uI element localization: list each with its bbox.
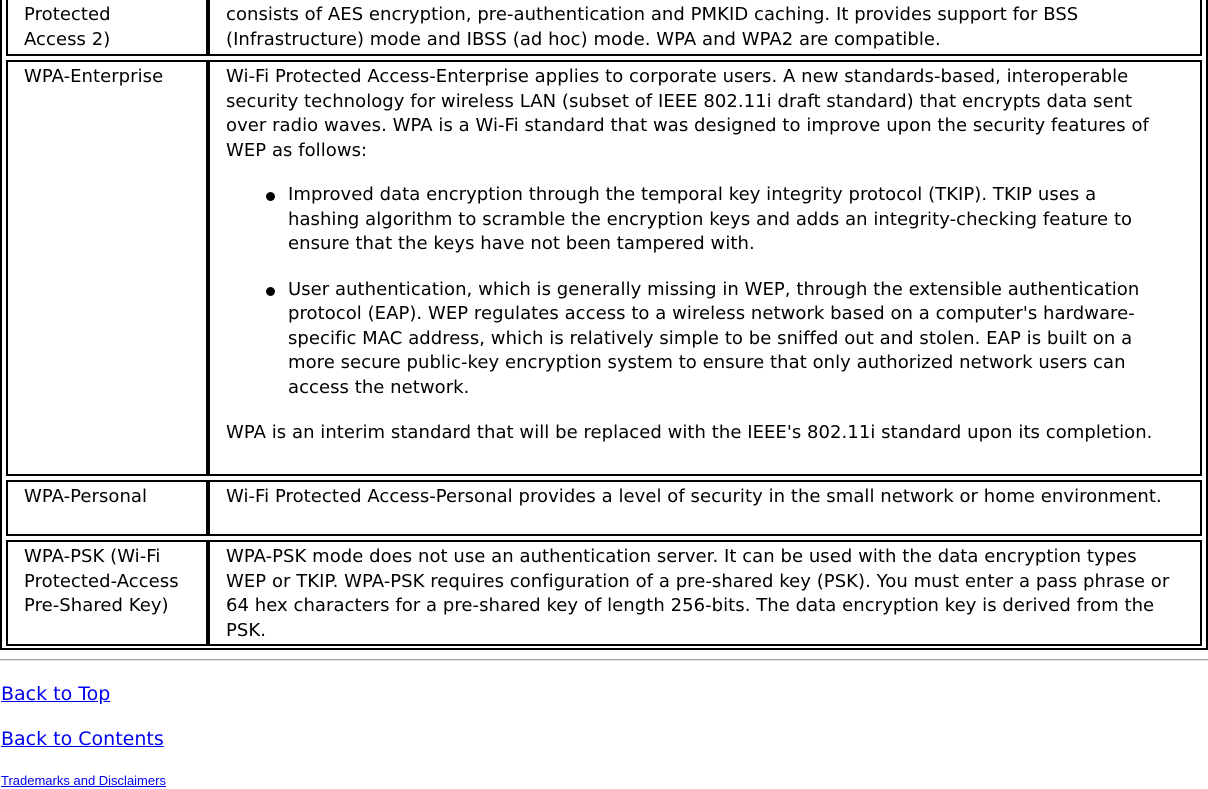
list-item-text: User authentication, which is generally missing in WEP, through the extensible authentication protocol (EAP). WEP regulates access to a wireless network based on a computer's hardware-specific MAC address, which is relatively simple to be sniffed out and stolen. EAP is built on a more secure public-key encryption system to ensure that only authorized network users can access the network.	[288, 278, 1140, 398]
description-cell-wpa-personal	[208, 480, 1202, 536]
term-cell-wpa-psk	[6, 540, 208, 646]
back-to-top-link[interactable]: Back to Top	[1, 683, 111, 705]
term-text: WPA-Personal	[24, 486, 148, 507]
description-text: WPA-PSK mode does not use an authentication server. It can be used with the data encryption types WEP or TKIP. WPA-PSK requires configuration of a pre-shared key (PSK). You must enter a pass phrase or 64 hex characters for a pre-shared key of length 256-bits. The data encryption key is derived from the PSK.	[226, 546, 1170, 641]
description-text: consists of AES encryption, pre-authentication and PMKID caching. It provides support for BSS (Infrastructure) mode and IBSS (ad hoc) mode. WPA and WPA2 are compatible.	[226, 4, 1079, 50]
description-outro: WPA is an interim standard that will be replaced with the IEEE's 802.11i standard upon its completion.	[226, 422, 1153, 443]
term-text: WPA-PSK (Wi-Fi Protected-Access Pre-Shared Key)	[24, 546, 179, 616]
list-item-text: Improved data encryption through the temporal key integrity protocol (TKIP). TKIP uses a hashing algorithm to scramble the encryption keys and adds an integrity-checking feature to ensure that the keys have not been tampered with.	[288, 184, 1133, 254]
section-divider	[0, 659, 1208, 661]
bullet-icon	[266, 192, 275, 201]
feature-list	[226, 183, 1200, 400]
term-text: WPA-Enterprise	[24, 66, 164, 87]
term-cell-wpa-enterprise	[6, 60, 208, 476]
description-cell-wpa2	[208, 0, 1202, 56]
description-text: Wi-Fi Protected Access-Personal provides a level of security in the small network or home environment.	[226, 486, 1162, 507]
back-to-contents-link[interactable]: Back to Contents	[1, 728, 164, 750]
trademarks-link[interactable]: Trademarks and Disclaimers	[1, 773, 166, 788]
term-text: Protected Access 2)	[24, 4, 111, 50]
description-cell-wpa-enterprise	[208, 60, 1202, 476]
bullet-icon	[266, 287, 275, 296]
description-cell-wpa-psk	[208, 540, 1202, 646]
list-item	[226, 183, 1168, 257]
term-cell-wpa-personal	[6, 480, 208, 536]
list-item	[226, 278, 1178, 401]
description-intro: Wi-Fi Protected Access-Enterprise applies to corporate users. A new standards-based, interoperable security technology for wireless LAN (subset of IEEE 802.11i draft standard) that encrypts data sent over radio waves. WPA is a Wi-Fi standard that was designed to improve upon the security features of WEP as follows:	[226, 66, 1149, 161]
term-cell-wpa2	[6, 0, 208, 56]
